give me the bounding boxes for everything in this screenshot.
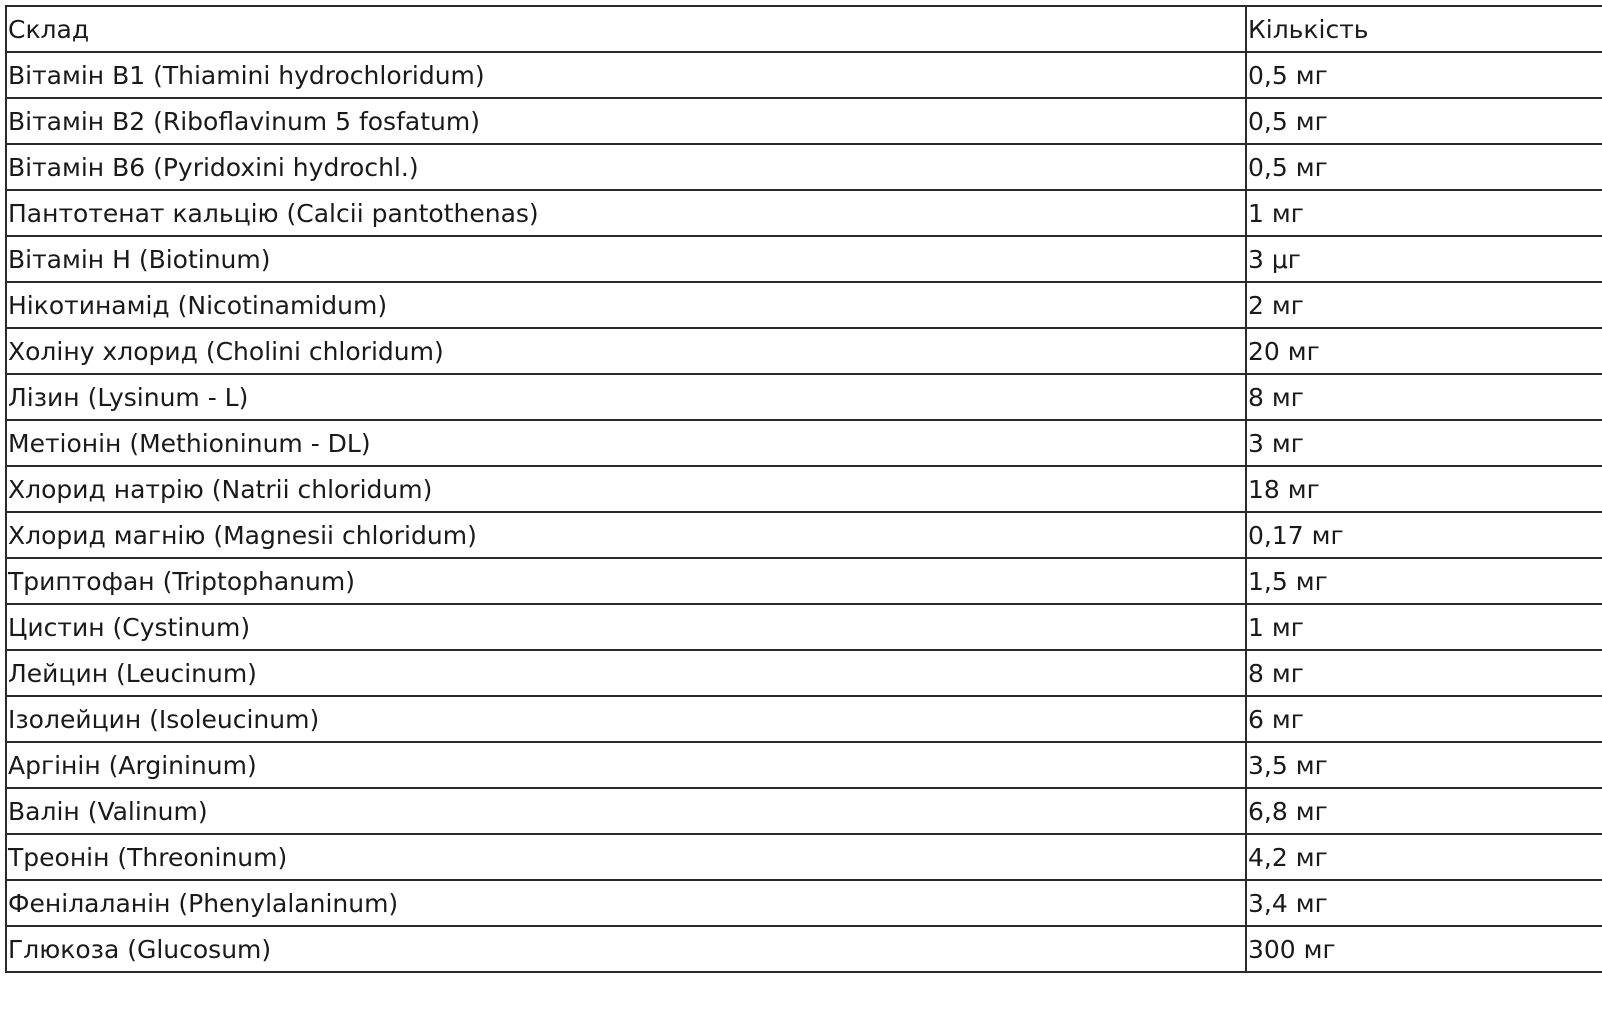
table-row (6, 52, 1602, 98)
table-row (6, 834, 1602, 880)
ingredient-quantity: 300 мг (1246, 926, 1602, 972)
ingredient-quantity: 3,4 мг (1246, 880, 1602, 926)
table-row (6, 190, 1602, 236)
ingredient-quantity: 3,5 мг (1246, 742, 1602, 788)
table-header-row (6, 6, 1602, 52)
ingredient-name: Валін (Valinum) (6, 788, 1246, 834)
ingredient-quantity: 4,2 мг (1246, 834, 1602, 880)
table-row (6, 328, 1602, 374)
ingredient-name: Ізолейцин (Isoleucinum) (6, 696, 1246, 742)
ingredient-quantity: 20 мг (1246, 328, 1602, 374)
ingredient-name: Лізин (Lysinum - L) (6, 374, 1246, 420)
header-name: Склад (6, 6, 1246, 52)
ingredient-name: Нікотинамід (Nicotinamidum) (6, 282, 1246, 328)
table-row (6, 144, 1602, 190)
table-body (6, 52, 1602, 972)
ingredient-quantity: 8 мг (1246, 374, 1602, 420)
table-row (6, 466, 1602, 512)
table-row (6, 742, 1602, 788)
table-row (6, 236, 1602, 282)
table-row (6, 512, 1602, 558)
ingredient-quantity: 3 мг (1246, 420, 1602, 466)
ingredient-name: Глюкоза (Glucosum) (6, 926, 1246, 972)
ingredient-quantity: 8 мг (1246, 650, 1602, 696)
ingredient-name: Холіну хлорид (Cholini chloridum) (6, 328, 1246, 374)
ingredient-name: Метіонін (Methioninum - DL) (6, 420, 1246, 466)
ingredient-quantity: 6,8 мг (1246, 788, 1602, 834)
ingredient-quantity: 0,5 мг (1246, 52, 1602, 98)
ingredient-name: Триптофан (Triptophanum) (6, 558, 1246, 604)
ingredient-quantity: 1,5 мг (1246, 558, 1602, 604)
ingredient-name: Треонін (Threoninum) (6, 834, 1246, 880)
table-row (6, 650, 1602, 696)
table-row (6, 374, 1602, 420)
ingredient-quantity: 3 μг (1246, 236, 1602, 282)
ingredient-quantity: 18 мг (1246, 466, 1602, 512)
ingredient-name: Фенілаланін (Phenylalaninum) (6, 880, 1246, 926)
ingredient-name: Пантотенат кальцію (Calcii pantothenas) (6, 190, 1246, 236)
table-row (6, 558, 1602, 604)
ingredient-quantity: 1 мг (1246, 190, 1602, 236)
ingredient-name: Хлорид натрію (Natrii chloridum) (6, 466, 1246, 512)
header-quantity: Кількість (1246, 6, 1602, 52)
ingredient-name: Вітамін В1 (Thiamini hydrochloridum) (6, 52, 1246, 98)
ingredient-name: Лейцин (Leucinum) (6, 650, 1246, 696)
table-row (6, 696, 1602, 742)
ingredient-quantity: 2 мг (1246, 282, 1602, 328)
table-row (6, 420, 1602, 466)
table-row (6, 98, 1602, 144)
table-row (6, 788, 1602, 834)
ingredient-quantity: 0,5 мг (1246, 98, 1602, 144)
ingredient-quantity: 6 мг (1246, 696, 1602, 742)
table-row (6, 880, 1602, 926)
ingredient-quantity: 0,17 мг (1246, 512, 1602, 558)
ingredient-name: Вітамін В2 (Riboflavinum 5 fosfatum) (6, 98, 1246, 144)
table-row (6, 926, 1602, 972)
table-row (6, 282, 1602, 328)
table-row (6, 604, 1602, 650)
ingredient-quantity: 0,5 мг (1246, 144, 1602, 190)
composition-table (5, 5, 1602, 973)
ingredient-name: Вітамін В6 (Pyridoxini hydrochl.) (6, 144, 1246, 190)
ingredient-name: Вітамін Н (Biotinum) (6, 236, 1246, 282)
ingredient-name: Хлорид магнію (Magnesii chloridum) (6, 512, 1246, 558)
ingredient-quantity: 1 мг (1246, 604, 1602, 650)
ingredient-name: Аргінін (Argininum) (6, 742, 1246, 788)
ingredient-name: Цистин (Cystinum) (6, 604, 1246, 650)
